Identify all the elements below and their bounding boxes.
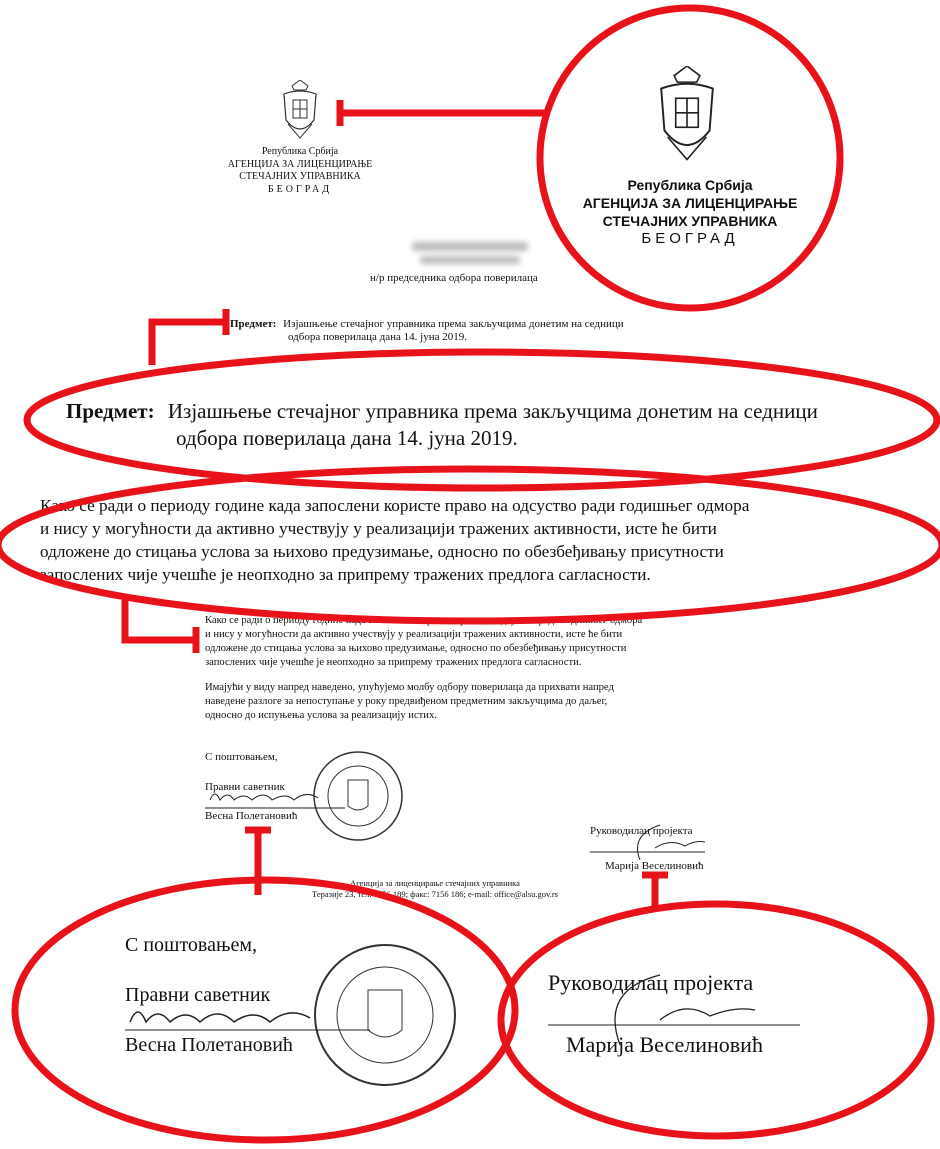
para2-line: односно до испуњења услова за реализацију истих.	[205, 710, 437, 721]
closing-zoomed: С поштовањем,	[125, 934, 257, 956]
signer2-title: Руководилац пројекта	[590, 825, 693, 837]
connector-signer2	[642, 875, 668, 908]
official-stamp-small	[314, 752, 402, 840]
letterhead-line4: БЕОГРАД	[267, 183, 333, 195]
connector-subject	[152, 309, 226, 365]
addressee-attention: н/р председника одбора поверилаца	[370, 272, 538, 284]
connector-letterhead	[340, 100, 545, 126]
connector-signer1	[245, 830, 271, 895]
subject-line2: одбора поверилаца дана 14. јуна 2019.	[288, 331, 468, 343]
letterhead-large-line3: СТЕЧАЈНИХ УПРАВНИКА	[602, 213, 778, 229]
para1-line: одложене до стицања услова за њихово предузимање, односно по обезбеђивању присутности	[40, 542, 724, 561]
signer1-name: Весна Полетановић	[205, 810, 298, 822]
signer2-name: Марија Веселиновић	[605, 860, 704, 872]
official-stamp-large	[315, 945, 455, 1085]
para1-line: и нису у могућности да активно учествују у реализацији тражених активности, исте ће бити	[205, 629, 623, 640]
letterhead-line3: СТЕЧАЈНИХ УПРАВНИКА	[239, 171, 361, 182]
highlight-ellipse-signer2	[501, 904, 931, 1136]
subject-label: Предмет:	[230, 318, 277, 330]
highlight-ellipse-paragraph	[0, 469, 940, 621]
para1-line: одложене до стицања услова за њихово предузимање, односно по обезбеђивању присутности	[205, 643, 627, 654]
para1-line: запослених чије учешће је неопходно за припрему тражених предлога сагласности.	[40, 565, 651, 584]
para2-line: наведене разлоге за непоступање у року предвиђеном предметним закључцима до даљег,	[205, 696, 608, 707]
letterhead-line1: Република Србија	[261, 146, 339, 157]
footer-line2: Теразије 23, тел: 7156 189; факс: 7156 186; e-mail: office@alsu.gov.rs	[312, 889, 558, 899]
para2-line: Имајући у виду напред наведено, упућујемо молбу одбору поверилаца да прихвати напред	[205, 682, 614, 693]
signer1-title: Правни саветник	[205, 781, 285, 793]
subject-line2-zoomed: одбора поверилаца дана 14. јуна 2019.	[176, 426, 518, 450]
letterhead-large-line4: БЕОГРАД	[641, 230, 739, 247]
para1-line: и нису у могућности да активно учествују у реализацији тражених активности, исте ће бити	[40, 519, 717, 538]
footer-line1: Агенција за лиценцирање стечајних управника	[350, 878, 520, 888]
signer1-name-zoomed: Весна Полетановић	[125, 1034, 293, 1056]
closing: С поштовањем,	[205, 751, 278, 763]
signatures	[125, 794, 800, 1045]
para1-line: Како се ради о периоду године када запослени користе право на одсуство ради годишњег одмора	[205, 615, 643, 626]
highlight-ellipse-signer1	[15, 880, 515, 1140]
subject-label-zoomed: Предмет:	[66, 399, 155, 423]
subject-line1: Изјашњење стечајног управника према закључцима донетим на седници	[283, 318, 624, 330]
letterhead-line2: АГЕНЦИЈА ЗА ЛИЦЕНЦИРАЊЕ	[227, 158, 373, 170]
signer1-title-zoomed: Правни саветник	[125, 984, 271, 1006]
signer2-name-zoomed: Марија Веселиновић	[566, 1032, 763, 1057]
red-annotations	[0, 8, 940, 1140]
subject-line1-zoomed: Изјашњење стечајног управника према закључцима донетим на седници	[167, 399, 818, 423]
signer2-title-zoomed: Руководилац пројекта	[548, 970, 754, 995]
para1-line: запослених чије учешће је неопходно за припрему тражених предлога сагласности.	[205, 657, 582, 668]
letterhead-large-line2: АГЕНЦИЈА ЗА ЛИЦЕНЦИРАЊЕ	[582, 195, 798, 211]
highlight-circle-letterhead	[540, 8, 840, 308]
letterhead-large-line1: Република Србија	[627, 177, 753, 193]
para1-line: Како се ради о периоду године када запослени користе право на одсуство ради годишњег одмора	[40, 496, 750, 515]
